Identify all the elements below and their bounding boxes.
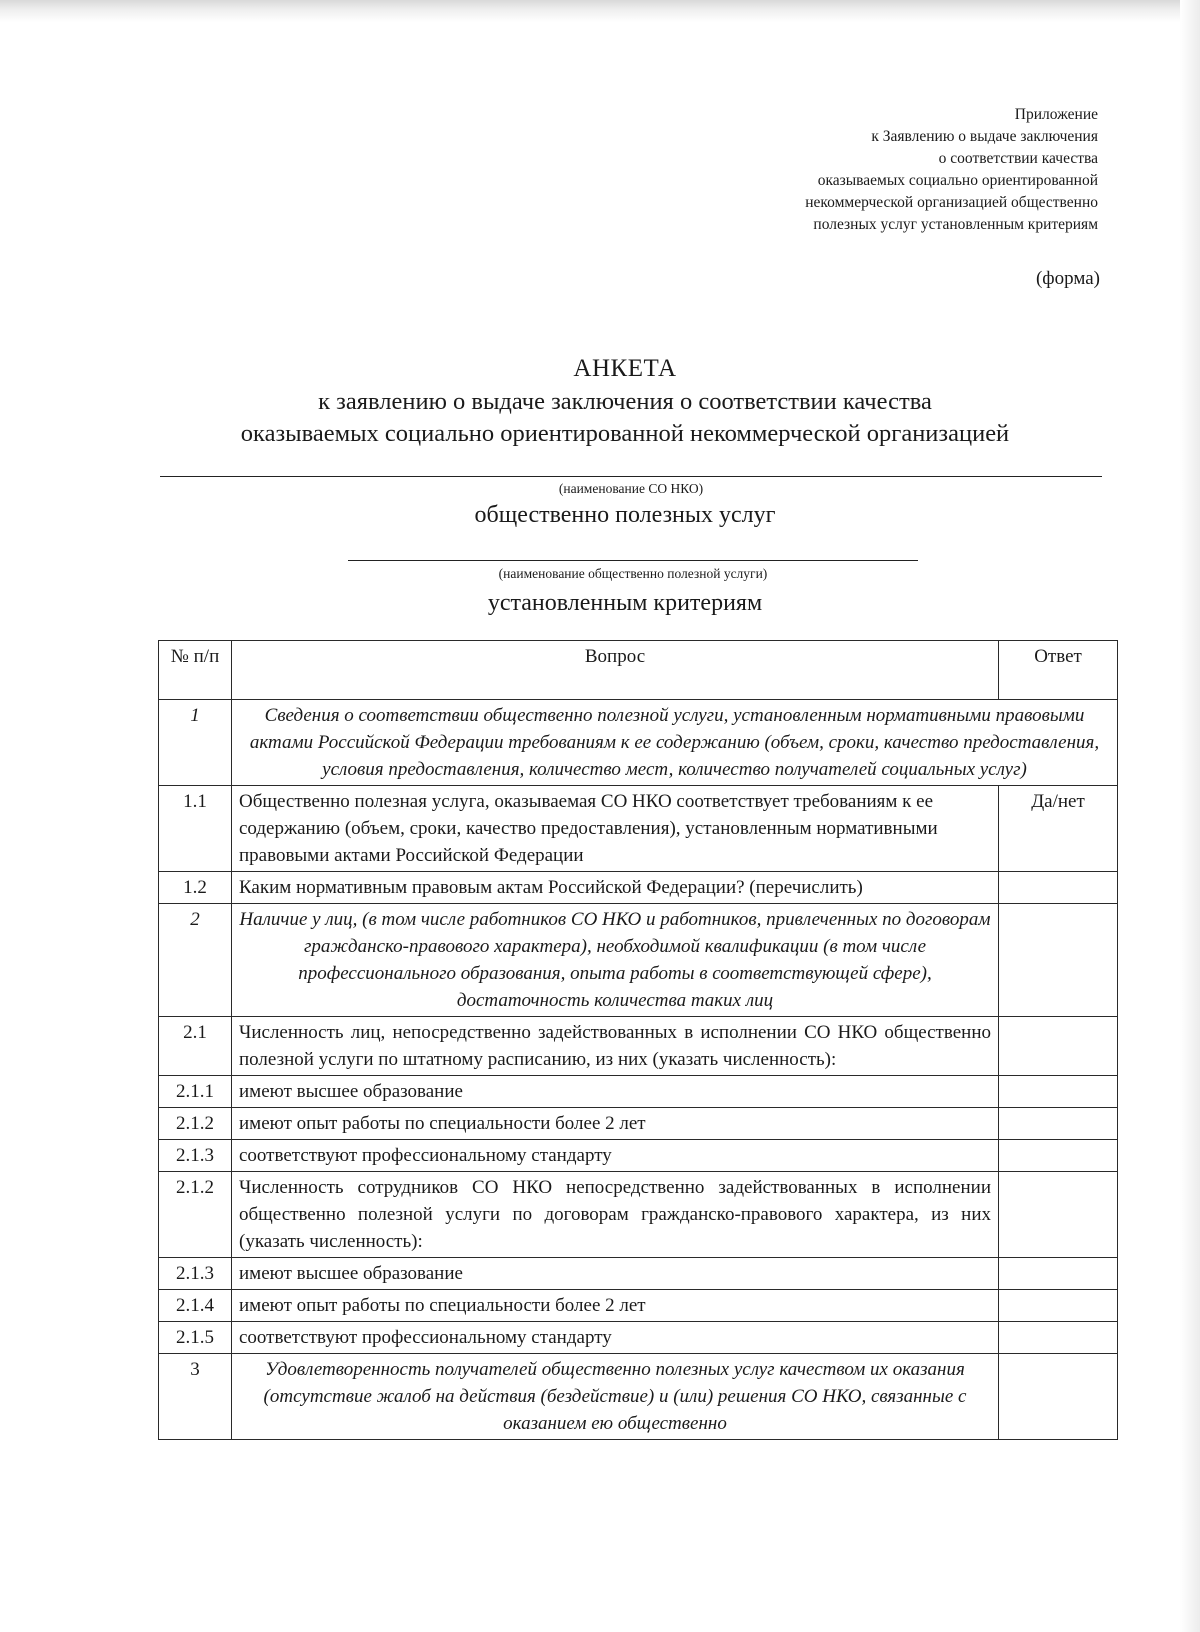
criteria-title: установленным критериям bbox=[487, 590, 763, 616]
row-num: 1.1 bbox=[159, 786, 232, 872]
appendix-line: полезных услуг установленным критериям bbox=[813, 216, 1098, 233]
answer-cell[interactable] bbox=[999, 1290, 1118, 1322]
org-name-fill-line[interactable] bbox=[160, 476, 1102, 477]
row-question: Общественно полезная услуга, оказываемая СО НКО соответствует требованиям к ее содержанию (объем, сроки, качество предоставления), установленным нормативными правовыми актами Российской Федерации bbox=[232, 786, 999, 872]
answer-cell[interactable] bbox=[999, 1258, 1118, 1290]
form-label: (форма) bbox=[1035, 268, 1100, 289]
row-num: 2.1.3 bbox=[159, 1258, 232, 1290]
appendix-note bbox=[805, 104, 1098, 236]
answer-cell[interactable] bbox=[999, 1172, 1118, 1258]
scan-top-edge bbox=[0, 0, 1200, 22]
service-name-fill-line[interactable] bbox=[348, 560, 918, 561]
row-num: 3 bbox=[159, 1354, 232, 1440]
row-question: соответствуют профессиональному стандарту bbox=[232, 1322, 999, 1354]
answer-cell[interactable] bbox=[999, 1140, 1118, 1172]
row-num: 2.1.3 bbox=[159, 1140, 232, 1172]
row-num: 2 bbox=[159, 904, 232, 1017]
answer-cell[interactable] bbox=[999, 872, 1118, 904]
table-row bbox=[159, 872, 1118, 904]
header-answer: Ответ bbox=[999, 641, 1118, 700]
scan-right-edge bbox=[1180, 0, 1200, 1632]
table-row bbox=[159, 1017, 1118, 1076]
table-row bbox=[159, 904, 1118, 1017]
answer-cell[interactable] bbox=[999, 1322, 1118, 1354]
subtitle-line-1: к заявлению о выдаче заключения о соответствии качества bbox=[318, 388, 932, 415]
answer-cell[interactable] bbox=[999, 1076, 1118, 1108]
section-heading: Наличие у лиц, (в том числе работников СО НКО и работников, привлеченных по договорам гражданско-правового характера), необходимой квалификации (в том числе профессионального образования, опыта работы в соответствующей сфере), достаточность количества таких лиц bbox=[232, 904, 999, 1017]
row-question: соответствуют профессиональному стандарту bbox=[232, 1140, 999, 1172]
table-row bbox=[159, 1140, 1118, 1172]
header-num: № п/п bbox=[159, 641, 232, 700]
subtitle-line-2: оказываемых социально ориентированной некоммерческой организацией bbox=[240, 420, 1010, 447]
org-name-caption: (наименование СО НКО) bbox=[558, 481, 704, 496]
section-heading: Сведения о соответствии общественно полезной услуги, установленным нормативными правовыми актами Российской Федерации требованиям к ее содержанию (объем, сроки, качество предоставления, условия предоставления, количество мест, количество получателей социальных услуг) bbox=[232, 700, 1118, 786]
table-row bbox=[159, 1322, 1118, 1354]
table-row bbox=[159, 786, 1118, 872]
row-num: 2.1.1 bbox=[159, 1076, 232, 1108]
document-title: АНКЕТА bbox=[573, 355, 677, 382]
document-subtitle bbox=[150, 386, 1100, 450]
table-row bbox=[159, 1290, 1118, 1322]
row-question: имеют высшее образование bbox=[232, 1076, 999, 1108]
row-num: 1 bbox=[159, 700, 232, 786]
row-question: имеют опыт работы по специальности более 2 лет bbox=[232, 1108, 999, 1140]
row-num: 2.1.2 bbox=[159, 1108, 232, 1140]
row-question: имеют опыт работы по специальности более 2 лет bbox=[232, 1290, 999, 1322]
answer-cell[interactable] bbox=[999, 904, 1118, 1017]
table-header-row bbox=[159, 641, 1118, 700]
row-num: 2.1.4 bbox=[159, 1290, 232, 1322]
answer-cell[interactable]: Да/нет bbox=[999, 786, 1118, 872]
appendix-line: к Заявлению о выдаче заключения bbox=[871, 128, 1098, 145]
answer-cell[interactable] bbox=[999, 1354, 1118, 1440]
table-row bbox=[159, 1076, 1118, 1108]
questionnaire-table bbox=[158, 640, 1118, 1440]
row-question: Численность сотрудников СО НКО непосредственно задействованных в исполнении общественно полезной услуги по договорам гражданско-правового характера, из них (указать численность): bbox=[232, 1172, 999, 1258]
service-name-caption: (наименование общественно полезной услуги) bbox=[498, 566, 768, 581]
row-question: Численность лиц, непосредственно задействованных в исполнении СО НКО общественно полезной услуги по штатному расписанию, из них (указать численность): bbox=[232, 1017, 999, 1076]
table-row bbox=[159, 700, 1118, 786]
table-row bbox=[159, 1258, 1118, 1290]
mid-title: общественно полезных услуг bbox=[474, 502, 776, 528]
answer-cell[interactable] bbox=[999, 1017, 1118, 1076]
appendix-line: Приложение bbox=[1014, 106, 1098, 123]
appendix-line: оказываемых социально ориентированной bbox=[817, 172, 1098, 189]
appendix-line: о соответствии качества bbox=[938, 150, 1098, 167]
row-num: 2.1 bbox=[159, 1017, 232, 1076]
row-question: имеют высшее образование bbox=[232, 1258, 999, 1290]
section-heading: Удовлетворенность получателей общественно полезных услуг качеством их оказания (отсутствие жалоб на действия (бездействие) и (или) решения СО НКО, связанные с оказанием ею общественно bbox=[232, 1354, 999, 1440]
table-row bbox=[159, 1108, 1118, 1140]
table-row bbox=[159, 1354, 1118, 1440]
row-num: 2.1.5 bbox=[159, 1322, 232, 1354]
header-question: Вопрос bbox=[232, 641, 999, 700]
answer-cell[interactable] bbox=[999, 1108, 1118, 1140]
table-row bbox=[159, 1172, 1118, 1258]
row-question: Каким нормативным правовым актам Российской Федерации? (перечислить) bbox=[232, 872, 999, 904]
row-num: 1.2 bbox=[159, 872, 232, 904]
row-num: 2.1.2 bbox=[159, 1172, 232, 1258]
appendix-line: некоммерческой организацией общественно bbox=[805, 194, 1098, 211]
